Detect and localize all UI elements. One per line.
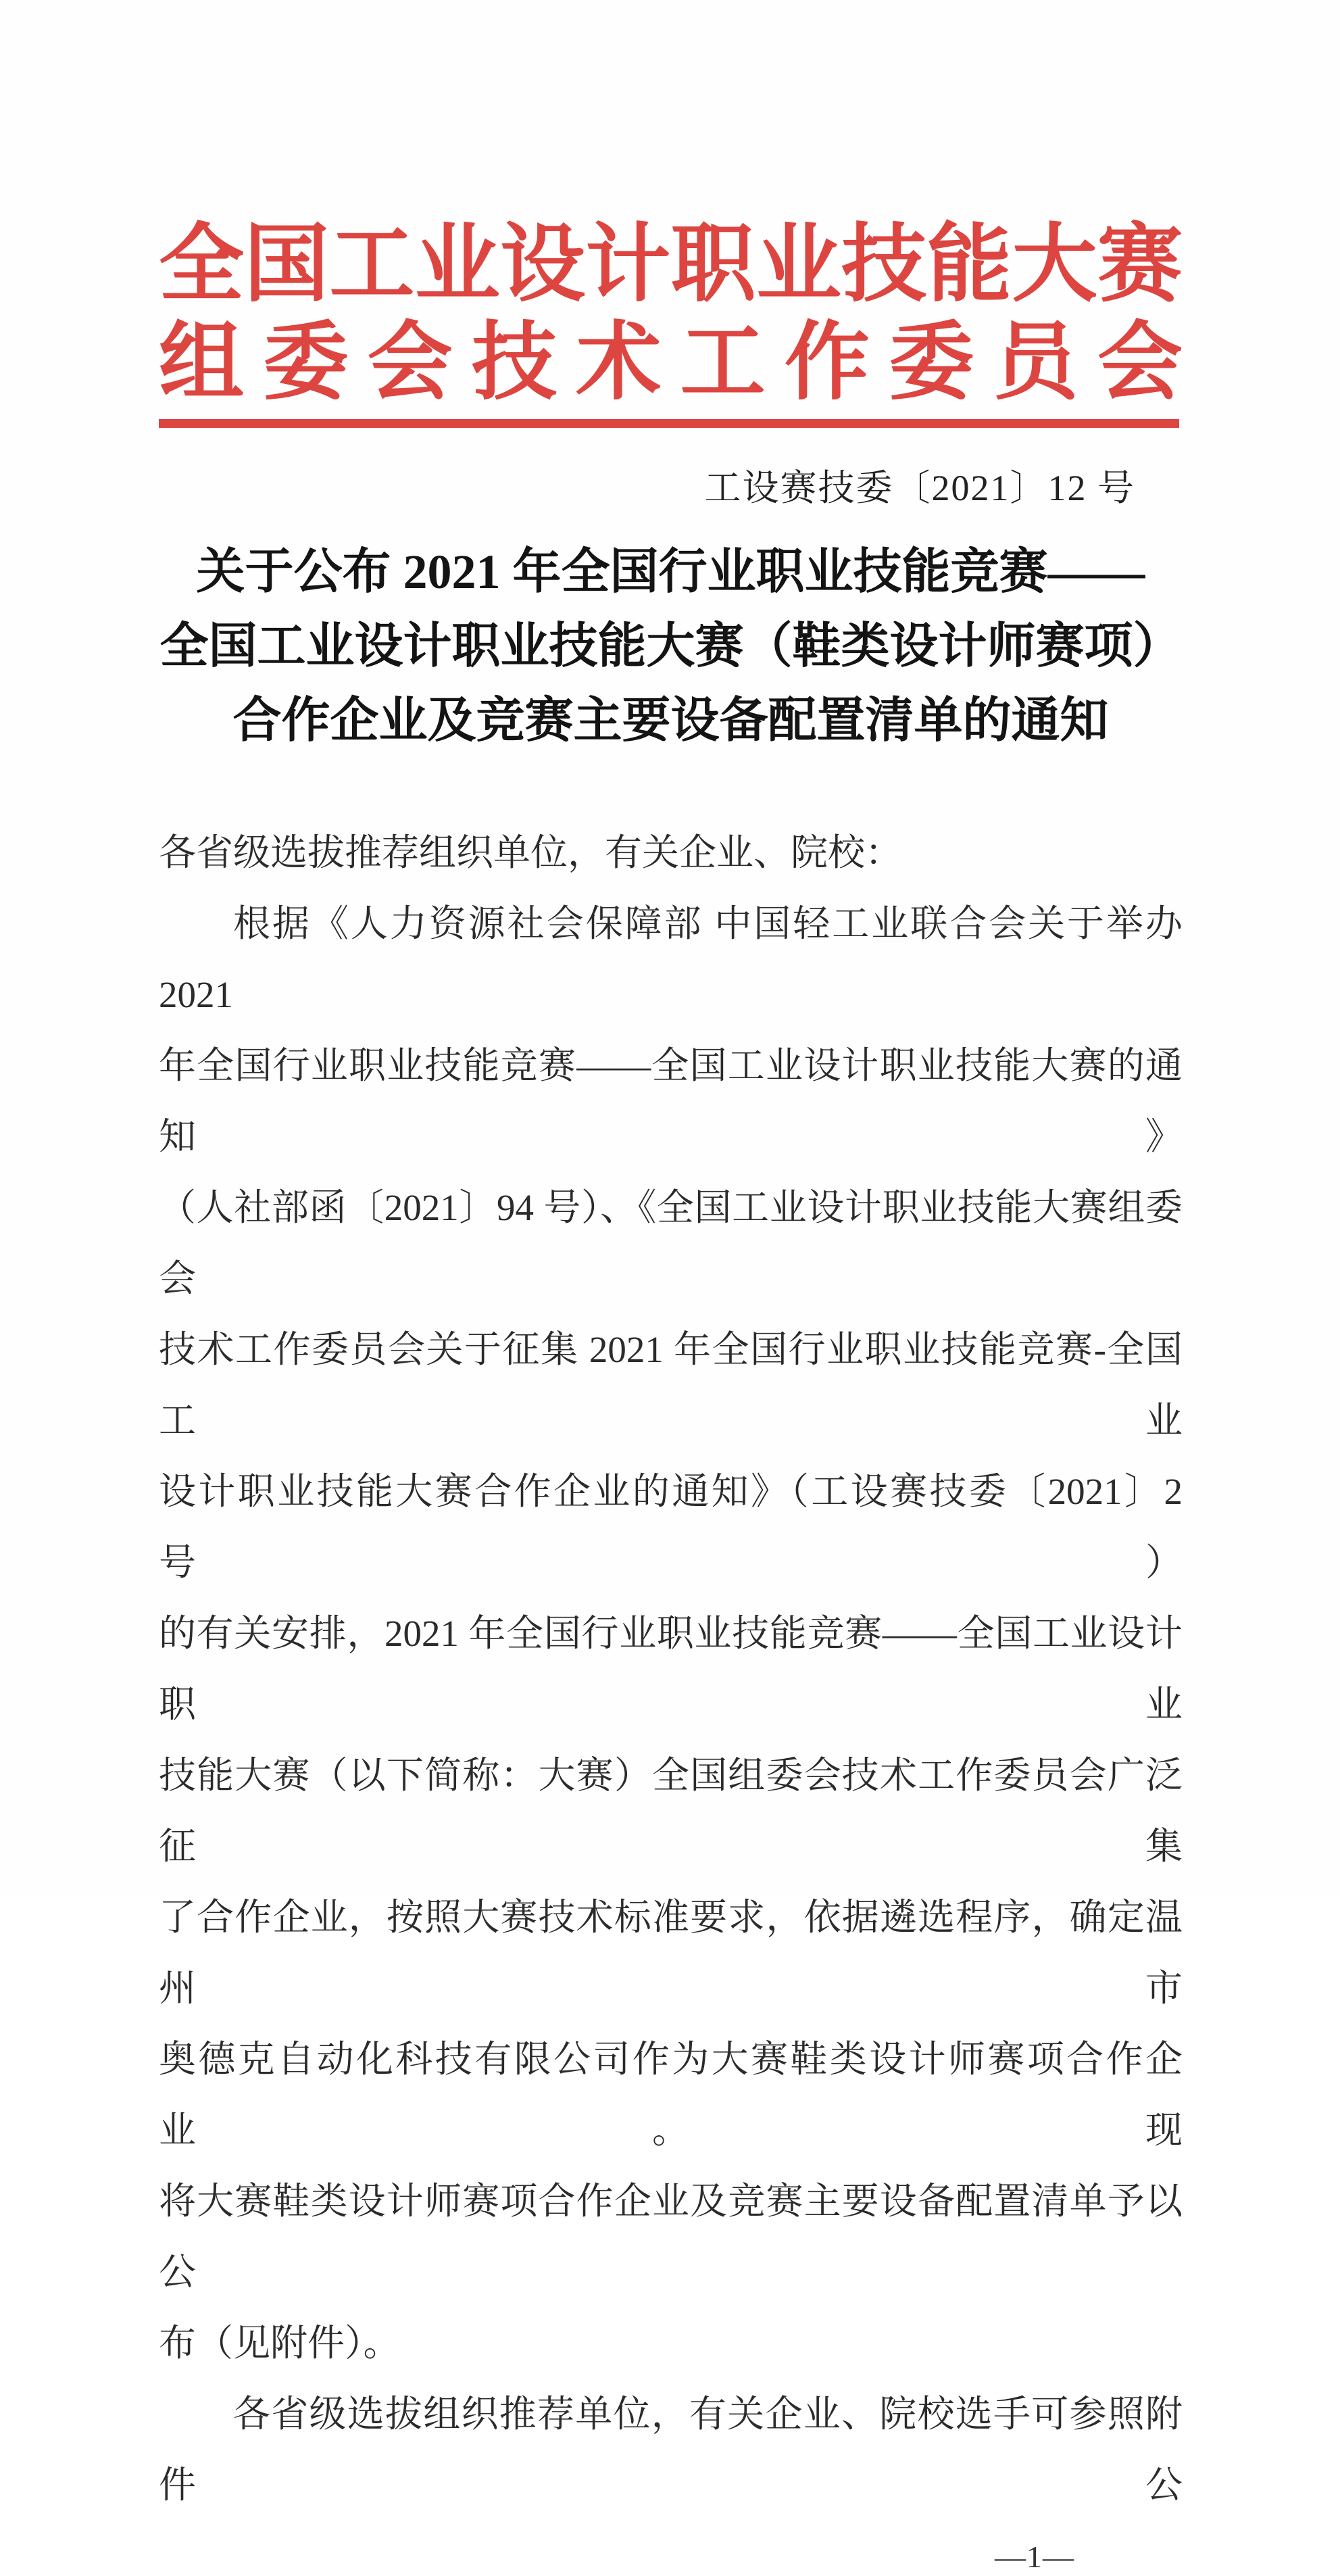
- document-title-line-3: 合作企业及竞赛主要设备配置清单的通知: [232, 694, 1109, 748]
- letterhead-char: 国: [244, 218, 330, 312]
- body-text-line: 将大赛鞋类设计师赛项合作企业及竞赛主要设备配置清单予以公: [159, 2181, 1183, 2293]
- page-footer: [159, 2538, 1183, 2576]
- letterhead-char: 业: [755, 218, 841, 312]
- body-text-line: 的有关安排，2021 年全国行业职业技能竞赛——全国工业设计职业: [159, 1613, 1183, 1725]
- body-text-line: 设计职业技能大赛合作企业的通知》（工设赛技委〔2021〕2 号）: [159, 1471, 1183, 1583]
- body-text-line: 奥德克自动化科技有限公司作为大赛鞋类设计师赛项合作企业。现: [159, 2039, 1183, 2151]
- letterhead-char: 设: [500, 218, 586, 312]
- body-text-line: （人社部函〔2021〕94 号）、《全国工业设计职业技能大赛组委会: [159, 1187, 1183, 1299]
- body-text-line: 技能大赛（以下简称：大赛）全国组委会技术工作委员会广泛征集: [159, 1755, 1183, 1867]
- letterhead-char: 技: [471, 316, 557, 410]
- letterhead: [159, 216, 1183, 412]
- page-number: —1—: [995, 2539, 1074, 2574]
- letterhead-char: 技: [841, 218, 927, 312]
- letterhead-char: 全: [159, 218, 244, 312]
- letterhead-char: 员: [993, 316, 1078, 410]
- letterhead-char: 会: [367, 316, 453, 410]
- letterhead-char: 赛: [1097, 218, 1183, 312]
- letterhead-divider-rule: [159, 419, 1179, 428]
- letterhead-char: 职: [670, 218, 756, 312]
- letterhead-char: 大: [1012, 218, 1097, 312]
- body-text-line: 布（见附件）。: [159, 2323, 401, 2364]
- letterhead-char: 计: [585, 218, 671, 312]
- document-title-line-1: 关于公布 2021 年全国行业职业技能竞赛——: [196, 545, 1145, 599]
- letterhead-char: 委: [263, 316, 349, 410]
- letterhead-char: 组: [159, 316, 244, 410]
- letterhead-org-line-2: [159, 314, 1183, 412]
- document-title: [159, 535, 1183, 758]
- body-text-line: 技术工作委员会关于征集 2021 年全国行业职业技能竞赛-全国工业: [159, 1329, 1183, 1441]
- letterhead-char: 委: [889, 316, 974, 410]
- document-title-line-2: 全国工业设计职业技能大赛（鞋类设计师赛项）: [159, 619, 1182, 673]
- letterhead-char: 工: [680, 316, 766, 410]
- body-text-line: 根据《人力资源社会保障部 中国轻工业联合会关于举办 2021: [159, 903, 1183, 1015]
- body-text-line: 各省级选拔组织推荐单位，有关企业、院校选手可参照附件公: [159, 2393, 1183, 2506]
- letterhead-org-line-1: [159, 216, 1183, 314]
- body-text-line: 年全国行业职业技能竞赛——全国工业设计职业技能大赛的通知》: [159, 1045, 1183, 1157]
- document-body: [159, 817, 1183, 2521]
- letterhead-char: 能: [926, 218, 1012, 312]
- body-salutation-line: 各省级选拔推荐组织单位，有关企业、院校：: [159, 832, 903, 873]
- document-number: 工设赛技委〔2021〕12 号: [704, 468, 1135, 508]
- document-content: [159, 216, 1183, 2576]
- letterhead-char: 工: [329, 218, 415, 312]
- body-text-line: 了合作企业，按照大赛技术标准要求，依据遴选程序，确定温州市: [159, 1897, 1183, 2009]
- letterhead-char: 业: [414, 218, 500, 312]
- letterhead-char: 会: [1097, 316, 1183, 410]
- letterhead-char: 术: [576, 316, 662, 410]
- letterhead-char: 作: [784, 316, 870, 410]
